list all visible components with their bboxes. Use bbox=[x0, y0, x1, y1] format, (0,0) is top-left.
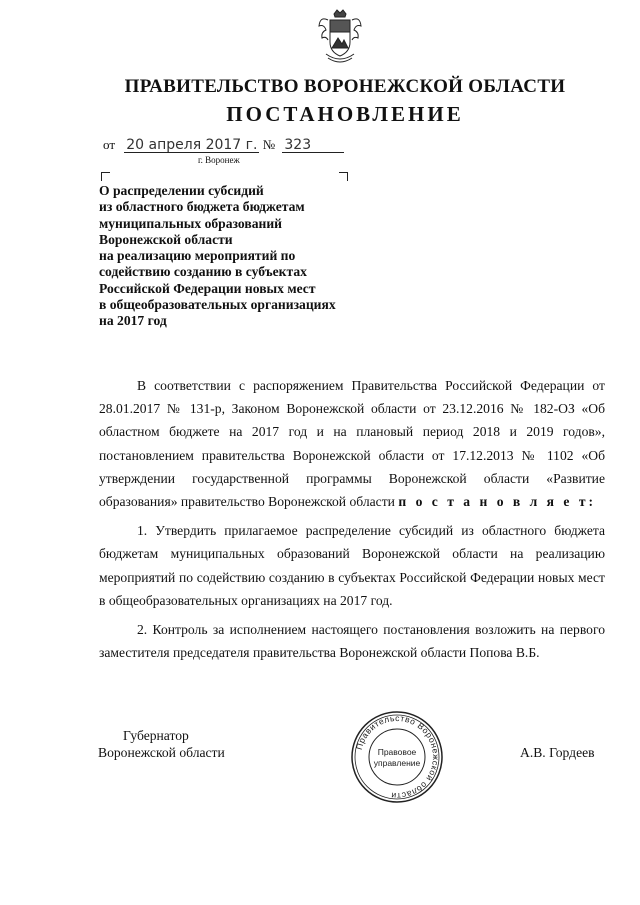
document-type-title: ПОСТАНОВЛЕНИЕ bbox=[226, 102, 464, 126]
resolves-word: п о с т а н о в л я е т: bbox=[398, 494, 597, 510]
coat-of-arms-icon bbox=[316, 8, 364, 66]
subject-bracket-right bbox=[339, 172, 348, 181]
position-line-1: Губернатор bbox=[123, 728, 189, 743]
signatory-name: А.В. Гордеев bbox=[520, 745, 595, 760]
signatory-position bbox=[98, 727, 225, 761]
subject-line: О распределении субсидий bbox=[99, 183, 264, 198]
document-number: 323 bbox=[282, 138, 344, 153]
subject-line: содействию созданию в субъектах bbox=[99, 264, 307, 280]
document-subject bbox=[99, 183, 379, 330]
subject-line: из областного бюджета бюджетам bbox=[99, 199, 305, 215]
number-label: № bbox=[262, 137, 276, 152]
subject-line: в общеобразовательных организациях bbox=[99, 297, 336, 313]
stamp-center-line-1: Правовое bbox=[377, 747, 417, 757]
subject-line: муниципальных образований bbox=[99, 215, 283, 231]
government-title: ПРАВИТЕЛЬСТВО ВОРОНЕЖСКОЙ ОБЛАСТИ bbox=[124, 76, 566, 97]
stamp-center-line-2: управление bbox=[373, 758, 421, 768]
svg-text:Правительство Воронежской обла bbox=[354, 713, 441, 801]
subject-bracket-left bbox=[101, 172, 110, 181]
subject-line: на 2017 год bbox=[99, 313, 167, 329]
legal-department-stamp bbox=[349, 709, 445, 805]
date-prefix: от bbox=[103, 137, 116, 152]
subject-line: Воронежской области bbox=[99, 231, 233, 247]
item-2-paragraph: 2. Контроль за исполнением настоящего постановления возложить на первого заместителя председателя правительства Воронежской области Попова В.Б. bbox=[99, 622, 605, 661]
item-1-paragraph: 1. Утвердить прилагаемое распределение субсидий из областного бюджета бюджетам муниципальных образований Воронежской области на реализацию мероприятий по содействию созданию в субъектах Российской Федерации новых мест в общеобразовательных организациях на 2017 год. bbox=[99, 523, 605, 608]
subject-line: на реализацию мероприятий по bbox=[99, 248, 296, 264]
stamp-ring-text: Правительство Воронежской области bbox=[353, 712, 442, 802]
document-body bbox=[99, 374, 605, 670]
preamble-text: В соответствии с распоряжением Правительства Российской Федерации от 28.01.2017 № 131-р, Законом Воронежской области от 23.12.2016 № 182-ОЗ «Об областном бюджете на 2017 год и на плановый период 2018 и 2019 годов», постановлением правительства Воронежской области от 17.12.2013 № 1102 «Об утверждении государственной программы Воронежской области «Развитие образования» правительство Воронежской области bbox=[99, 378, 605, 510]
document-date: 20 апреля 2017 г. bbox=[126, 137, 258, 153]
subject-line: Российской Федерации новых мест bbox=[99, 280, 316, 296]
position-line-2: Воронежской области bbox=[98, 745, 225, 760]
preamble-paragraph bbox=[99, 374, 605, 513]
date-number-line bbox=[103, 137, 344, 153]
city-label: г. Воронеж bbox=[198, 155, 240, 165]
